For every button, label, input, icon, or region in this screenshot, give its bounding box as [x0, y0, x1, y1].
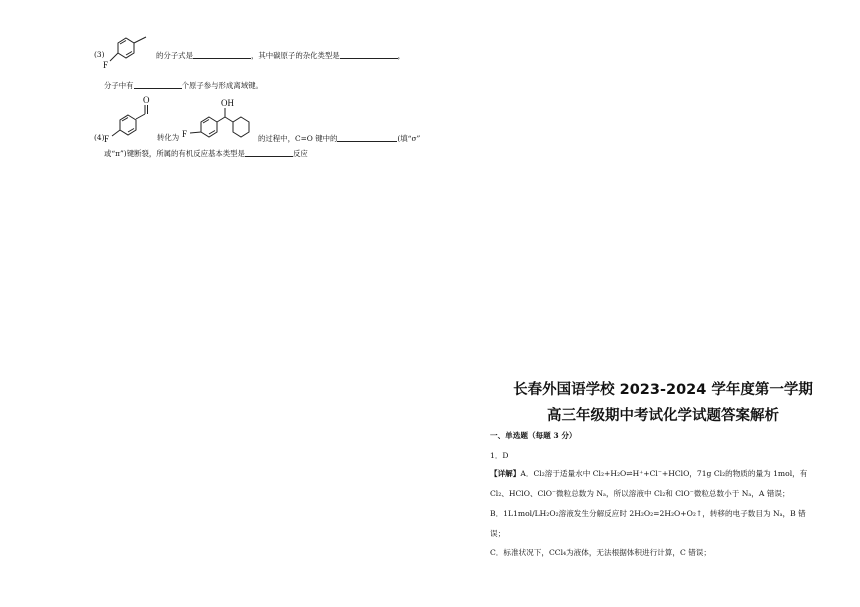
q4-structure-fluorophenyl-cyclohexyl-methanol — [180, 96, 258, 144]
q4-blank-bond-type[interactable] — [337, 134, 397, 142]
q4-line1-text-a: 的过程中，C=O 键中的 — [258, 134, 338, 143]
detail-line-b: B．1L1mol/LH₂O₂溶液发生分解反应时 2H₂O₂=2H₂O+O₂↑，转移的电子数目为 Nₐ，B 错 — [490, 509, 806, 518]
q4-structure-4-fluorobenzaldehyde — [100, 92, 152, 144]
detail-line-b2: 误； — [490, 529, 506, 538]
q4-blank-reaction-type[interactable] — [245, 149, 293, 157]
q4-atom-O: O — [143, 95, 150, 105]
q4-line1-text-b: (填“σ” — [397, 134, 421, 143]
q3-line2 — [104, 81, 263, 89]
q4-line2 — [104, 149, 308, 157]
q4-line2-text-a: 或“π”)键断裂，所属的有机反应基本类型是 — [104, 149, 245, 158]
q4-line2-text-b: 反应 — [292, 149, 308, 158]
detail-line-c: C．标准状况下，CCl₄为液体，无法根据体积进行计算，C 错误； — [490, 548, 711, 557]
detail-label: 【详解】 — [490, 469, 521, 478]
q3-atom-F: F — [103, 60, 109, 70]
q3-line1-text-c: ， — [397, 51, 406, 60]
answer-title-line1: 长春外国语学校 2023-2024 学年度第一学期 — [513, 382, 813, 398]
q3-line2-text-b: 个原子参与形成离域键。 — [181, 81, 263, 90]
q4-atom-F2: F — [182, 129, 188, 139]
q3-blank-hybridization[interactable] — [340, 51, 398, 59]
q3-number: (3) — [94, 50, 105, 59]
q3-line1 — [156, 51, 405, 59]
q4-convert-text: 转化为 — [157, 133, 180, 142]
q4-atom-OH: OH — [221, 98, 234, 108]
q4-number: (4) — [94, 133, 105, 142]
q3-structure-4-fluorotoluene — [100, 33, 156, 73]
detail-line-a2: Cl₂、HClO、ClO⁻微粒总数为 Nₐ，所以溶液中 Cl₂和 ClO⁻微粒总数小于 Nₐ，A 错误； — [490, 489, 790, 498]
detail-line-a — [490, 470, 807, 478]
q3-line2-text-a: 分子中有 — [104, 81, 134, 90]
answer-q1: 1．D — [490, 451, 509, 460]
answer-title-line2: 高三年级期中考试化学试题答案解析 — [547, 408, 779, 424]
q3-line1-text-a: 的分子式是 — [156, 51, 193, 60]
q3-blank-atoms[interactable] — [134, 81, 182, 89]
q4-atom-F1: F — [104, 134, 110, 144]
q4-line1 — [258, 134, 420, 142]
q3-line1-text-b: ，其中碳原子的杂化类型是 — [250, 51, 340, 60]
detail-text-a: A．Cl₂溶于适量水中 Cl₂+H₂O⇌H⁺+Cl⁻+HClO，71g Cl₂的物质的量为 1mol，有 — [520, 469, 808, 478]
section-heading: 一、单选题（每题 3 分） — [490, 431, 577, 440]
q3-blank-formula[interactable] — [193, 51, 251, 59]
